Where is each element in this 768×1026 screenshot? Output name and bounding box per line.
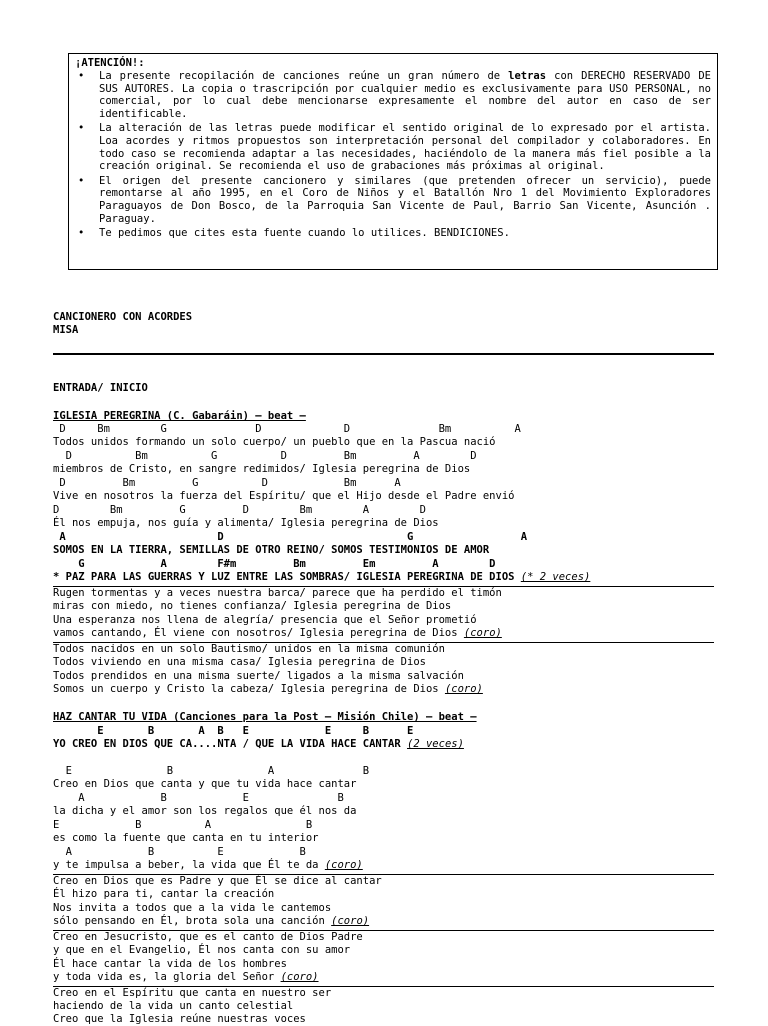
song-title: HAZ CANTAR TU VIDA (Canciones para la Post – Misión Chile) – beat – — [53, 711, 477, 723]
chord-line: D Bm G D Bm A D — [53, 450, 477, 462]
section-title: ENTRADA/ INICIO — [53, 382, 148, 394]
notice-item: • La alteración de las letras puede modificar el sentido original de lo expresado por el artista. Loa acordes y ritmos propuestos son interpretación personal del compilador y colaboradores. En todo caso se recomienda adaptar a las necesidades, haciéndolo de la manera más fiel posible a la creación original. Se recomienda el uso de grabaciones más próximas al original. — [75, 122, 711, 172]
coro-note: (coro) — [444, 683, 483, 695]
lyric-line: Creo en Dios que canta y que tu vida hace cantar — [53, 778, 357, 790]
repeat-note: (2 veces) — [407, 738, 464, 750]
notice-bold-word: letras — [508, 70, 547, 82]
lyric-line: es como la fuente que canta en tu interior — [53, 832, 319, 844]
lyric-line: Creo en el Espíritu que canta en nuestro ser — [53, 987, 332, 999]
lyric-text: y toda vida es, la gloria del Señor — [53, 971, 281, 983]
notice-item: • Te pedimos que cites esta fuente cuando lo utilices. BENDICIONES. — [75, 227, 711, 240]
notice-box — [68, 53, 718, 270]
lyric-line: Él nos empuja, nos guía y alimenta/ Iglesia peregrina de Dios — [53, 517, 439, 529]
lyric-line: haciendo de la vida un canto celestial — [53, 1000, 294, 1012]
chord-line: A B E B — [53, 792, 344, 804]
chorus-line: SOMOS EN LA TIERRA, SEMILLAS DE OTRO REINO/ SOMOS TESTIMONIOS DE AMOR — [53, 544, 490, 556]
lyric-line: la dicha y el amor son los regalos que él nos da — [53, 805, 357, 817]
chord-line: D Bm G D Bm A D — [53, 504, 426, 516]
lyric-line: Una esperanza nos llena de alegría/ presencia que el Señor prometió — [53, 614, 477, 626]
lyric-line: Creo en Dios que es Padre y que Él se dice al cantar — [53, 875, 382, 887]
chorus-chord-line: G A F#m Bm Em A D — [53, 558, 496, 570]
lyric-line: Creo que la Iglesia reúne nuestras voces — [53, 1013, 306, 1025]
notice-item: • El origen del presente cancionero y similares (que pretenden ofrecer un servicio), puede remontarse al año 1995, en el Coro de Niños y el Batallón Nro 1 del Movimiento Exploradores Paraguayos de Don Bosco, de la Parroquia San Vicente de Paul, Barrio San Vicente, Asunción . Paraguay. — [75, 175, 711, 225]
notice-title: ¡ATENCIÓN!: — [75, 57, 145, 69]
coro-note: (coro) — [331, 915, 370, 927]
song-title: IGLESIA PEREGRINA (C. Gabaráin) – beat – — [53, 410, 306, 422]
lyric-line: Creo en Jesucristo, que es el canto de Dios Padre — [53, 931, 363, 943]
chord-line: D Bm G D D Bm A — [53, 423, 521, 435]
lyric-text: Somos un cuerpo y Cristo la cabeza/ Iglesia peregrina de Dios — [53, 683, 445, 695]
chorus-chord-line: E B A B E E B E — [53, 725, 414, 737]
lyric-line: miras con miedo, no tienes confianza/ Iglesia peregrina de Dios — [53, 600, 452, 612]
chorus-line — [53, 571, 590, 584]
chord-line: E B A B — [53, 819, 313, 831]
lyric-line — [53, 915, 369, 928]
lyric-line: Todos viviendo en una misma casa/ Iglesia peregrina de Dios — [53, 656, 426, 668]
chorus-text: YO CREO EN DIOS QUE CA....NTA / QUE LA VIDA HACE CANTAR — [53, 738, 408, 750]
chord-line: A B E B — [53, 846, 306, 858]
lyric-line: Rugen tormentas y a veces nuestra barca/ parece que ha perdido el timón — [53, 587, 502, 599]
lyric-line — [53, 971, 319, 984]
notice-list — [75, 70, 711, 240]
divider — [53, 353, 714, 355]
coro-note: (coro) — [324, 859, 363, 871]
lyric-line — [53, 627, 502, 640]
lyric-line: y que en el Evangelio, Él nos canta con su amor — [53, 944, 351, 956]
lyric-line: Nos invita a todos que a la vida le cantemos — [53, 902, 332, 914]
chord-line: D Bm G D Bm A — [53, 477, 401, 489]
lyric-line — [53, 683, 483, 696]
chorus-chord-line: A D G A — [53, 531, 528, 543]
lyric-line: Todos prendidos en una misma suerte/ ligados a la misma salvación — [53, 670, 464, 682]
lyric-line — [53, 859, 363, 872]
repeat-note: (* 2 veces) — [520, 571, 591, 583]
lyric-text: vamos cantando, Él viene con nosotros/ Iglesia peregrina de Dios — [53, 627, 464, 639]
notice-text: La presente recopilación de canciones reúne un gran número de — [99, 70, 509, 82]
coro-note: (coro) — [463, 627, 502, 639]
lyric-line: Él hace cantar la vida de los hombres — [53, 958, 287, 970]
lyric-line: Todos unidos formando un solo cuerpo/ un pueblo que en la Pascua nació — [53, 436, 496, 448]
coro-note: (coro) — [280, 971, 319, 983]
chorus-line — [53, 738, 464, 751]
lyric-text: sólo pensando en Él, brota sola una canción — [53, 915, 332, 927]
chorus-text: * PAZ PARA LAS GUERRAS Y LUZ ENTRE LAS SOMBRAS/ IGLESIA PEREGRINA DE DIOS — [53, 571, 521, 583]
notice-text: con DERECHO RESERVADO DE SUS AUTORES. La copia o trascripción por cualquier medio es exclusivamente para USO PERSONAL, no comercial, por lo cual debe mencionarse expresamente el nombre del autor en caso de ser identificable. — [99, 70, 711, 120]
lyric-line: Todos nacidos en un solo Bautismo/ unidos en la misma comunión — [53, 643, 445, 655]
songbook-title: CANCIONERO CON ACORDES — [53, 311, 193, 323]
lyric-line: Él hizo para ti, cantar la creación — [53, 888, 275, 900]
notice-item — [75, 70, 711, 120]
chord-line: E B A B — [53, 765, 370, 777]
lyric-line: miembros de Cristo, en sangre redimidos/ Iglesia peregrina de Dios — [53, 463, 471, 475]
lyric-line: Vive en nosotros la fuerza del Espíritu/ que el Hijo desde el Padre envió — [53, 490, 515, 502]
songbook-subtitle: MISA — [53, 324, 79, 336]
lyric-text: y te impulsa a beber, la vida que Él te da — [53, 859, 325, 871]
